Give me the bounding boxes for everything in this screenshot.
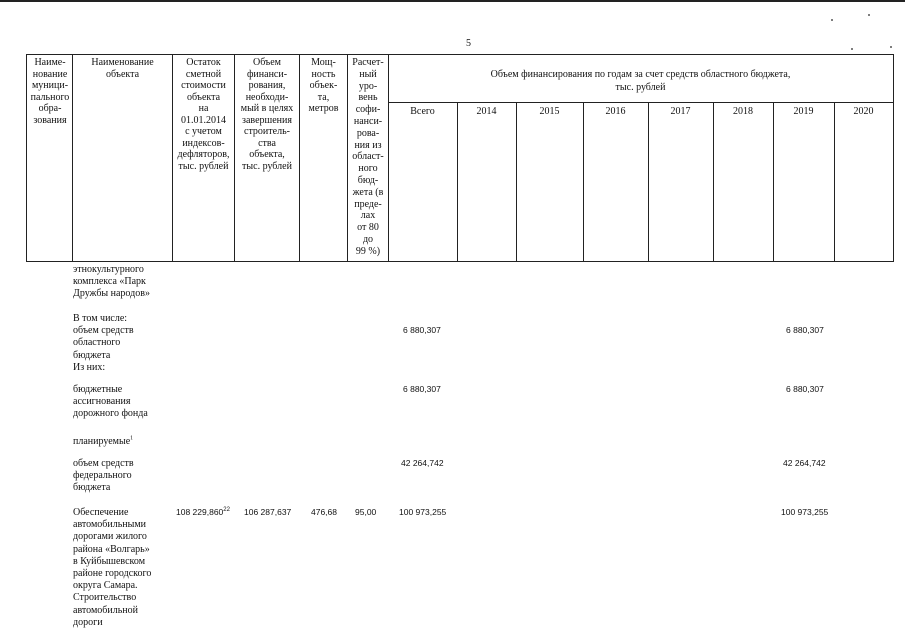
row-provision-rate: 95,00 [355,507,377,517]
header-cofinancing-rate: Расчет- ный уро- вень софи- нанси- рова- ния из област- ного бюд- жета (в преде- лах от 80 до 99 %) [352,57,384,257]
row-planned-label [73,436,133,448]
object-name-continuation: этнокультурного комплекса «Парк Дружбы народов» [73,264,150,300]
scan-speck [851,48,853,50]
row-regional-budget-2019: 6 880,307 [786,325,824,335]
header-remaining-cost: Остаток сметной стоимости объекта на 01.01.2014 с учетом индексов- дефляторов, тыс. рублей [177,57,230,172]
scan-speck [831,19,833,21]
row-road-fund-total: 6 880,307 [403,384,441,394]
planned-text: планируемые [73,436,131,447]
year-header: 2016 [605,106,626,117]
top-border-line [0,0,905,2]
header-funding-group: Объем финансирования по годам за счет средств областного бюджета, тыс. рублей [490,69,791,93]
row-federal-label: объем средств федерального бюджета [73,458,134,494]
year-header: 2017 [670,106,691,117]
year-header: Всего [410,106,435,117]
header-municipality: Наиме- нование муници- пального обра- зования [30,57,70,126]
scan-speck [890,46,892,48]
row-provision-2019: 100 973,255 [781,507,829,517]
row-regional-budget-total: 6 880,307 [403,325,441,335]
year-header: 2019 [793,106,814,117]
row-federal-2019: 42 264,742 [783,458,826,468]
header-capacity: Мощ- ность объек- та, метров [308,57,339,114]
provision-balance-value: 108 229,860 [176,507,224,517]
year-header: 2014 [476,106,497,117]
header-required-volume: Объем финанси- рования, необходи- мый в целях завершения строитель- ства объекта, тыс. рублей [240,57,294,172]
scan-speck [868,14,870,16]
year-header: 2018 [733,106,753,117]
row-provision-volume: 106 287,637 [244,507,292,517]
planned-footnote: 1 [130,435,134,442]
row-federal-total: 42 264,742 [401,458,444,468]
row-road-fund-2019: 6 880,307 [786,384,824,394]
row-road-fund-label: бюджетные ассигнования дорожного фонда [73,384,148,420]
provision-balance-footnote: 22 [223,507,230,514]
row-provision-label: Обеспечение автомобильными дорогами жилого района «Волгарь» в Куйбышевском районе городского округа Самара. Строительство автомобильной дороги [73,507,152,628]
row-provision-total: 100 973,255 [399,507,447,517]
table-header [26,54,894,262]
year-header: 2015 [539,106,560,117]
row-regional-budget-label: В том числе: объем средств областного бюджета Из них: [73,313,134,373]
header-object-name: Наименование объекта [91,57,154,80]
year-header: 2020 [853,106,874,117]
row-provision-balance [176,507,230,517]
page-number: 5 [466,38,471,49]
row-provision-capacity: 476,68 [311,507,337,517]
